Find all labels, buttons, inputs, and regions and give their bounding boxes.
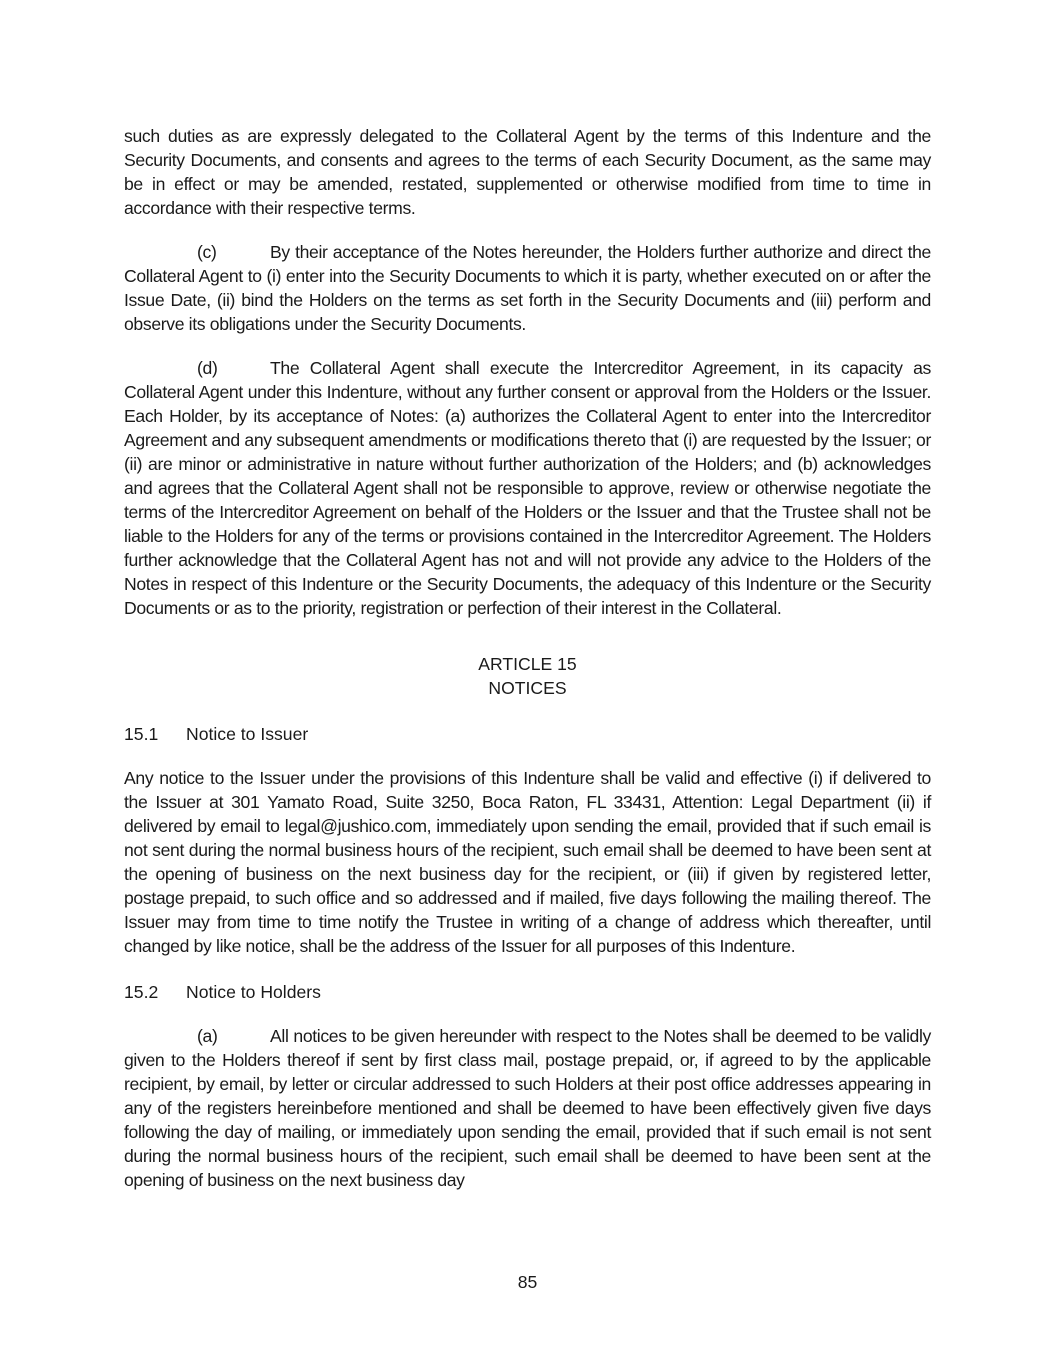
- section-15-2-title: Notice to Holders: [186, 982, 321, 1002]
- article-heading: [124, 652, 931, 700]
- section-15-2-a: [124, 1024, 931, 1192]
- section-15-2-heading: [124, 980, 931, 1004]
- section-15-2-a-label: (a): [197, 1026, 218, 1046]
- section-15-2-a-text: All notices to be given hereunder with respect to the Notes shall be deemed to be validly given to the Holders thereof if sent by first class mail, postage prepaid, or, if agreed to by the applicable recipient, by email, by letter or circular addressed to such Holders at their post office addresses appearing in any of the registers hereinbefore mentioned and shall be deemed to have been effectively given five days following the day of mailing, or immediately upon sending the email, provided that if such email is not sent during the normal business hours of the recipient, such email shall be deemed to have been sent at the opening of business on the next business day: [124, 1026, 931, 1190]
- section-15-1-body: Any notice to the Issuer under the provisions of this Indenture shall be valid and effective (i) if delivered to the Issuer at 301 Yamato Road, Suite 3250, Boca Raton, FL 33431, Attention: Legal Department (ii) if delivered by email to legal@jushico.com, immediately upon sending the email, provided that if such email is not sent during the normal business hours of the recipient, such email shall be deemed to have been sent at the opening of business on the next business day for the recipient, or (iii) if given by registered letter, postage prepaid, to such office and so addressed and if mailed, five days following the mailing thereof. The Issuer may from time to time notify the Trustee in writing of a change of address which thereafter, until changed by like notice, shall be the address of the Issuer for all purposes of this Indenture.: [124, 768, 931, 956]
- paragraph-c-label: (c): [197, 242, 217, 262]
- paragraph-d-label: (d): [197, 358, 218, 378]
- section-15-1-heading: [124, 722, 931, 746]
- section-15-1-number: 15.1: [124, 724, 159, 744]
- page-number: 85: [517, 1272, 538, 1292]
- paragraph-intro: such duties as are expressly delegated to the Collateral Agent by the terms of this Indenture and the Security Documents, and consents and agrees to the terms of each Security Document, as the same may be in effect or may be amended, restated, supplemented or otherwise modified from time to time in accordance with their respective terms.: [124, 126, 931, 218]
- paragraph-d-text: The Collateral Agent shall execute the Intercreditor Agreement, in its capacity as Collateral Agent under this Indenture, without any further consent or approval from the Holders or the Issuer. Each Holder, by its acceptance of Notes: (a) authorizes the Collateral Agent to enter into the Intercreditor Agreement and any subsequent amendments or modifications thereto that (i) are requested by the Issuer; or (ii) are minor or administrative in nature without further authorization of the Holders; and (b) acknowledges and agrees that the Collateral Agent shall not be responsible to approve, review or otherwise negotiate the terms of the Intercreditor Agreement on behalf of the Holders or the Issuer and that the Trustee shall not be liable to the Holders for any of the terms or provisions contained in the Intercreditor Agreement. The Holders further acknowledge that the Collateral Agent has not and will not provide any advice to the Holders of the Notes in respect of this Indenture or the Security Documents, the adequacy of this Indenture or the Security Documents or as to the priority, registration or perfection of their interest in the Collateral.: [124, 358, 931, 618]
- article-title: NOTICES: [488, 678, 567, 698]
- article-number: ARTICLE 15: [478, 654, 577, 674]
- section-15-1-title: Notice to Issuer: [186, 724, 309, 744]
- section-15-2-number: 15.2: [124, 982, 159, 1002]
- paragraph-c-text: By their acceptance of the Notes hereunder, the Holders further authorize and direct the Collateral Agent to (i) enter into the Security Documents to which it is party, whether executed on or after the Issue Date, (ii) bind the Holders on the terms as set forth in the Security Documents and (iii) perform and observe its obligations under the Security Documents.: [124, 242, 931, 334]
- paragraph-d: [124, 356, 931, 620]
- document-page: [124, 124, 931, 1192]
- paragraph-c: [124, 240, 931, 336]
